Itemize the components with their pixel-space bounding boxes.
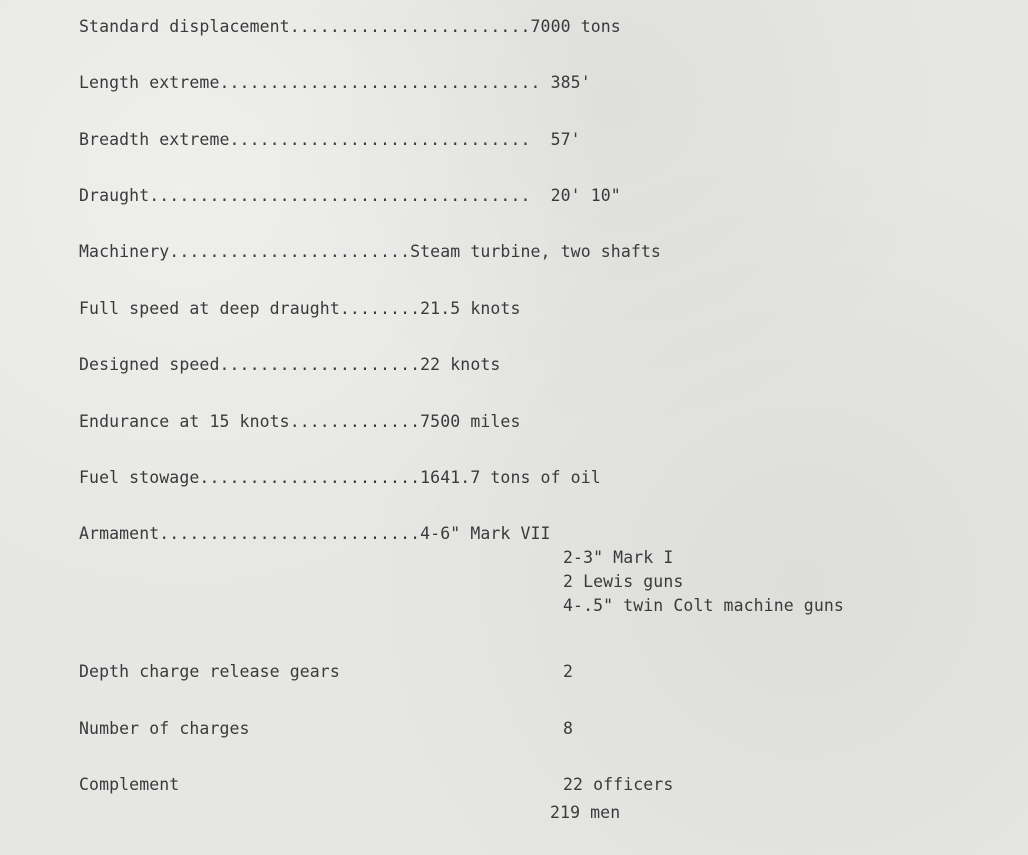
spec-row-standard-displacement: Standard displacement........................7000 tons (79, 17, 621, 36)
depth-charge-gears-value: 2 (563, 662, 574, 681)
spec-row-draught: Draught...................................... 20' 10" (79, 186, 621, 205)
armament-item: 2-3" Mark I (563, 548, 674, 567)
spec-row-length-extreme: Length extreme................................ 385' (79, 73, 591, 92)
spec-row-machinery: Machinery........................Steam turbine, two shafts (79, 242, 661, 261)
complement-men: 219 men (550, 803, 621, 822)
spec-row-breadth-extreme: Breadth extreme.............................. 57' (79, 130, 581, 149)
armament-item: 2 Lewis guns (563, 572, 684, 591)
complement-label: Complement (79, 775, 180, 794)
number-of-charges-label: Number of charges (79, 719, 250, 738)
complement-officers: 22 officers (563, 775, 674, 794)
spec-row-endurance: Endurance at 15 knots.............7500 miles (79, 412, 521, 431)
spec-row-designed-speed: Designed speed....................22 knots (79, 355, 501, 374)
number-of-charges-value: 8 (563, 719, 574, 738)
spec-row-armament: Armament..........................4-6" Mark VII (79, 524, 551, 543)
depth-charge-gears-label: Depth charge release gears (79, 662, 340, 681)
spec-row-fuel-stowage: Fuel stowage......................1641.7 tons of oil (79, 468, 601, 487)
armament-item: 4-.5" twin Colt machine guns (563, 596, 844, 615)
spec-row-full-speed: Full speed at deep draught........21.5 knots (79, 299, 521, 318)
